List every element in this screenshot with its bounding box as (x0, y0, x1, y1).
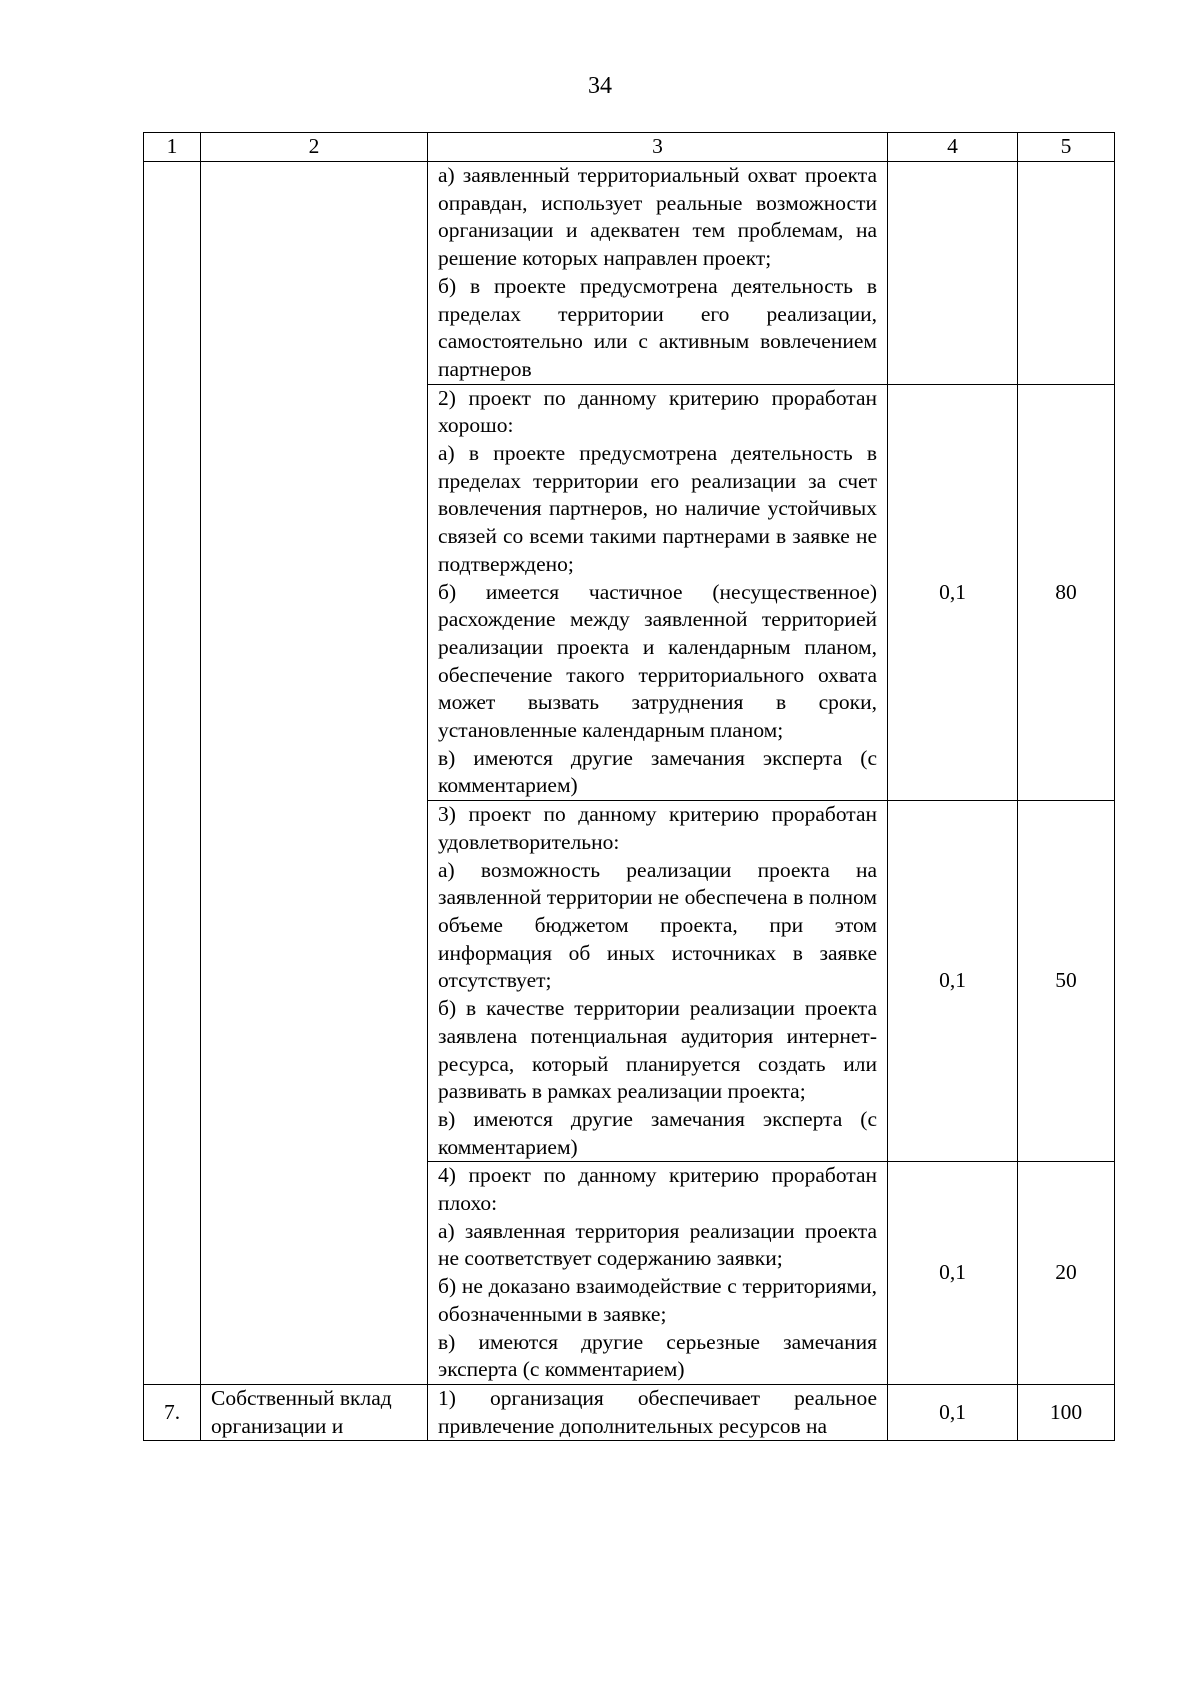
criterion-cell: Собственный вклад организации и (201, 1384, 428, 1440)
description-line: 1) организация обеспечивает реальное привлечение дополнительных ресурсов на (438, 1385, 877, 1438)
score-cell: 100 (1018, 1384, 1115, 1440)
description-line: а) возможность реализации проекта на заявленной территории не обеспечена в полном объеме бюджетом проекта, при этом информация об иных источниках в заявке отсутствует; (438, 857, 877, 993)
description-cell (428, 1162, 888, 1385)
description-line: в) имеются другие замечания эксперта (с комментарием) (438, 745, 877, 798)
score-cell: 20 (1018, 1162, 1115, 1385)
header-cell-2: 2 (201, 133, 428, 162)
score-cell: 80 (1018, 384, 1115, 801)
description-line: в) имеются другие серьезные замечания эксперта (с комментарием) (438, 1329, 877, 1382)
criteria-table (143, 132, 1115, 1441)
table-row (144, 162, 1115, 385)
weight-cell: 0,1 (888, 1162, 1018, 1385)
description-line: б) в проекте предусмотрена деятельность в пределах территории его реализации, самостоятельно или с активным вовлечением партнеров (438, 273, 877, 381)
description-line: 3) проект по данному критерию проработан удовлетворительно: (438, 802, 877, 854)
criterion-cell-empty (201, 162, 428, 1385)
description-line: в) имеются другие замечания эксперта (с комментарием) (438, 1106, 877, 1159)
number-cell: 7. (144, 1384, 201, 1440)
description-line: 2) проект по данному критерию проработан хорошо: (438, 385, 877, 438)
weight-cell: 0,1 (888, 801, 1018, 1162)
score-cell (1018, 162, 1115, 385)
table-header-row (144, 133, 1115, 162)
description-cell (428, 384, 888, 801)
description-line: 4) проект по данному критерию проработан плохо: (438, 1163, 877, 1216)
weight-cell: 0,1 (888, 384, 1018, 801)
number-cell-empty (144, 162, 201, 1385)
score-cell: 50 (1018, 801, 1115, 1162)
description-cell (428, 801, 888, 1162)
header-cell-1: 1 (144, 133, 201, 162)
description-line: а) заявленный территориальный охват проекта оправдан, использует реальные возможности организации и адекватен тем проблемам, на решение которых направлен проект; (438, 163, 877, 271)
description-line: а) в проекте предусмотрена деятельность в пределах территории его реализации за счет вовлечения партнеров, но наличие устойчивых связей со всеми такими партнерами в заявке не подтверждено; (438, 441, 877, 576)
description-line: б) имеется частичное (несущественное) расхождение между заявленной территорией реализации проекта и календарным планом, обеспечение такого территориального охвата может вызвать затруднения в сроки, установленные календарным планом; (438, 579, 877, 743)
weight-cell: 0,1 (888, 1384, 1018, 1440)
header-cell-5: 5 (1018, 133, 1115, 162)
header-cell-4: 4 (888, 133, 1018, 162)
description-cell (428, 162, 888, 385)
table-row (144, 1384, 1115, 1440)
description-line: б) в качестве территории реализации проекта заявлена потенциальная аудитория интернет-ресурса, который планируется создать или развивать в рамках реализации проекта; (438, 996, 877, 1104)
header-cell-3: 3 (428, 133, 888, 162)
description-cell (428, 1384, 888, 1440)
description-line: б) не доказано взаимодействие с территориями, обозначенными в заявке; (438, 1274, 877, 1326)
weight-cell (888, 162, 1018, 385)
description-line: а) заявленная территория реализации проекта не соответствует содержанию заявки; (438, 1218, 877, 1271)
page-number: 34 (588, 73, 612, 99)
